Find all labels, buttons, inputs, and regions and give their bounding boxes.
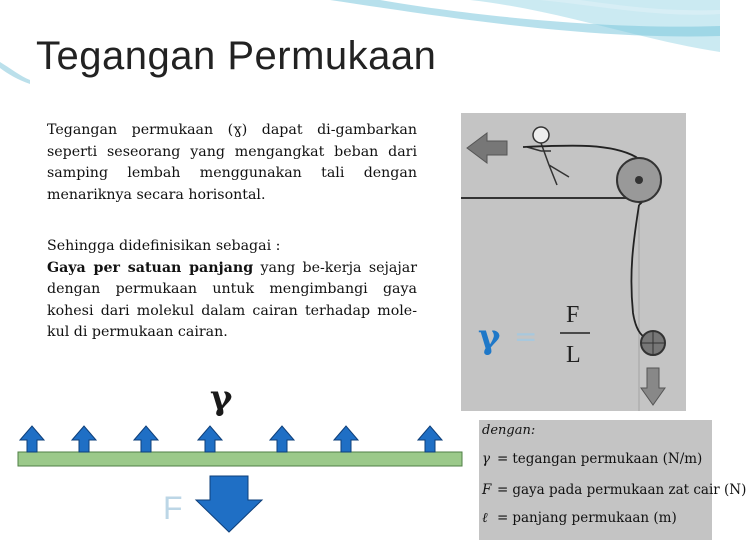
up-arrow-icon	[72, 426, 96, 452]
legend-text: gaya pada permukaan zat cair (N)	[512, 482, 746, 498]
paragraph-description: Tegangan permukaan (ɣ) dapat di-gambarkan seperti seseorang yang mengangkat beban dari samping lembah menggunakan tali dengan menariknya secara horisontal.	[47, 122, 417, 203]
up-arrow-icon	[270, 426, 294, 452]
legend-symbol: γ	[482, 451, 491, 467]
left-arrow-icon	[467, 133, 507, 163]
formula-gamma: γ	[478, 317, 501, 357]
legend-symbol: ℓ	[482, 510, 488, 526]
up-arrow-icon	[334, 426, 358, 452]
definition-intro: Sehingga didefinisikan sebagai :	[47, 238, 281, 254]
up-arrow-icon	[20, 426, 44, 452]
up-arrow-icon	[418, 426, 442, 452]
formula-numerator: F	[566, 302, 580, 328]
legend-text: panjang permukaan (m)	[512, 510, 677, 526]
down-force-arrow-icon	[196, 476, 262, 532]
formula	[478, 298, 598, 368]
person-figure	[527, 127, 569, 185]
down-arrow-icon	[641, 368, 665, 405]
legend-row: γ = tegangan permukaan (N/m)	[482, 451, 703, 467]
legend-row: F = gaya pada permukaan zat cair (N)	[482, 482, 746, 498]
gamma-symbol: γ	[210, 378, 233, 418]
formula-equals: =	[514, 320, 538, 353]
legend-symbol: F	[482, 482, 492, 498]
up-arrows	[20, 426, 442, 452]
liquid-surface-bar	[18, 452, 462, 466]
slide-title: Tegangan Permukaan	[36, 34, 437, 78]
legend-row: ℓ = panjang permukaan (m)	[482, 510, 677, 526]
up-arrow-icon	[134, 426, 158, 452]
legend-box	[479, 420, 746, 540]
up-arrow-icon	[198, 426, 222, 452]
formula-denominator: L	[566, 342, 581, 368]
force-label: F	[163, 490, 183, 526]
definition-bold: Gaya per satuan panjang	[47, 259, 254, 276]
legend-text: tegangan permukaan (N/m)	[512, 451, 703, 467]
definition-rest: yang be-kerja sejajar dengan permukaan untuk mengimbangi gaya kohesi dari molekul dalam cairan terhadap mole-kul di permukaan cairan.	[47, 259, 417, 340]
legend-heading: dengan:	[482, 423, 536, 438]
